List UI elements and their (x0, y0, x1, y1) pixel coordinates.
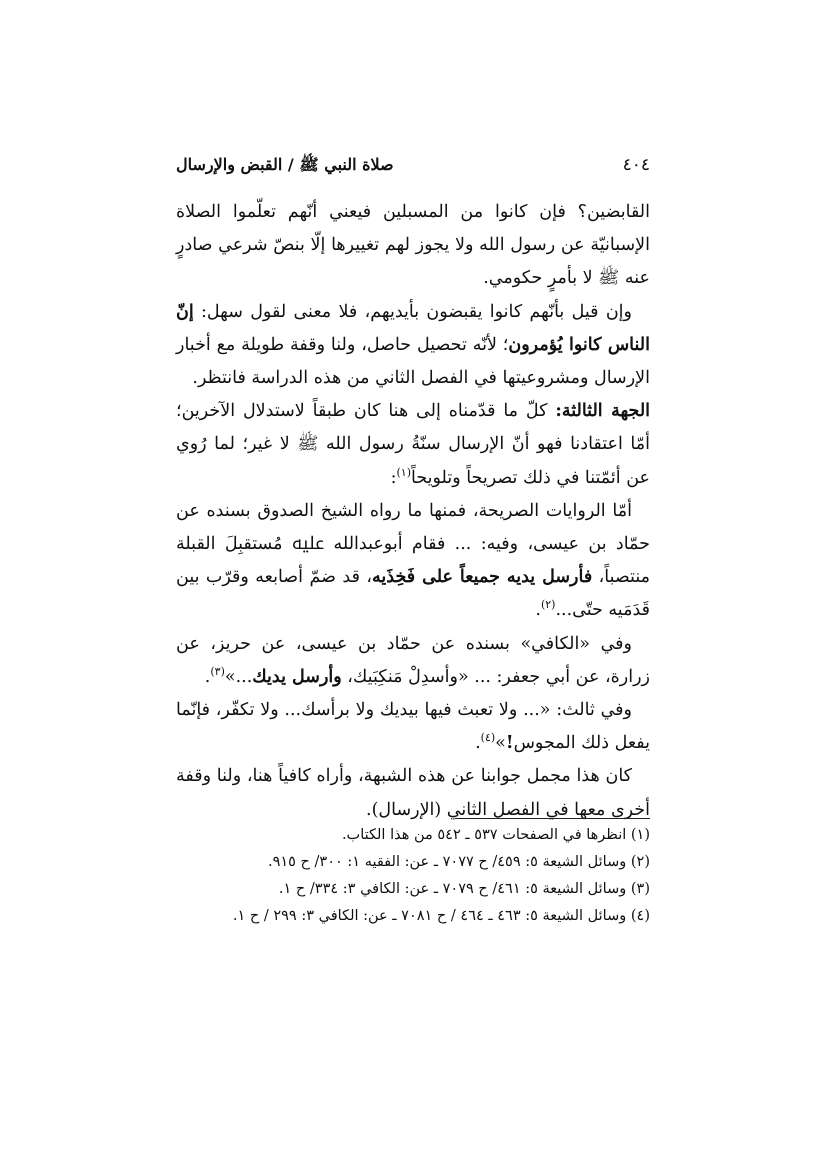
page-number: ٤٠٤ (622, 155, 650, 175)
footnote-4: (٤) وسائل الشيعة ٥: ٤٦٣ ـ ٤٦٤ / ح ٧٠٨١ ـ عن: الكافي ٣: ٢٩٩ / ح ١. (232, 908, 650, 924)
paragraph-3 (176, 395, 650, 495)
bold-quote: وأرسل يديك (252, 666, 342, 687)
paragraph-text: وفي ثالث: «... ولا تعبث فيها بيديك ولا برأسك... ولا تكفّر، فإنّما يفعل ذلك المجوس (176, 700, 650, 754)
paragraph-text: وفي «الكافي» بسنده عن حمّاد بن عيسى، عن حريز، عن زرارة، عن أبي جعفر: ... «وأسدِلْ مَنكِبَيك، (176, 633, 650, 687)
paragraph-text: كلّ ما قدّمناه إلى هنا كان طبقاً لاستدلال الآخرين؛ أمّا اعتقادنا فهو أنّ الإرسال سنّةُ رسول الله ﷺ لا غير؛ لما رُوي عن أئمّتنا في ذلك تصريحاً وتلويحاً (176, 401, 650, 488)
punctuation: : (390, 467, 397, 488)
footnote-ref[interactable]: (٤) (480, 731, 496, 745)
paragraph-text: وإن قيل بأنّهم كانوا يقبضون بأيديهم، فلا معنى لقول سهل: (193, 301, 632, 322)
punctuation: . (535, 600, 541, 621)
punctuation: . (475, 733, 481, 754)
paragraph-text: ، قد ضمّ أصابعه وقرّب بين قَدَمَيه حتّى... (176, 567, 650, 621)
paragraph-text: ...» (224, 666, 253, 687)
paragraph-4 (176, 495, 650, 628)
paragraph-text: ؛ لأنّه تحصيل حاصل، ولنا وقفة طويلة مع أخبار الإرسال ومشروعيتها في الفصل الثاني من هذه الدراسة فانتظر. (176, 334, 650, 389)
running-title: صلاة النبي ﷺ / القبض والإرسال (176, 155, 394, 174)
main-text (176, 196, 650, 827)
footnote-ref[interactable]: (٣) (210, 665, 225, 679)
paragraph-6 (176, 694, 650, 760)
footnote-2: (٢) وسائل الشيعة ٥: ٤٥٩/ ح ٧٠٧٧ ـ عن: الفقيه ١: ٣٠٠/ ح ٩١٥. (267, 854, 650, 870)
page-header (176, 155, 650, 181)
footnote-1: (١) انظرها في الصفحات ٥٣٧ ـ ٥٤٢ من هذا الكتاب. (341, 827, 650, 843)
paragraph-text: » (495, 733, 506, 754)
paragraph-7 (176, 760, 650, 826)
paragraph-text: أمّا الروايات الصريحة، فمنها ما رواه الشيخ الصدوق بسنده عن حمّاد بن عيسى، وفيه: ... فقام أبوعبدالله ﷷ مُستقبِلَ القبلة منتصباً، (176, 500, 650, 588)
paragraph-1 (176, 196, 650, 296)
bold-quote: ! (505, 733, 514, 754)
footnote-ref[interactable]: (١) (396, 465, 411, 479)
bold-quote: فأرسل يديه جميعاً على فَخِذَيه (372, 567, 593, 588)
paragraph-text: كان هذا مجمل جوابنا عن هذه الشبهة، وأراه كافياً هنا، ولنا وقفة أخرى معها في الفصل الثاني (الإرسال). (176, 766, 650, 820)
bold-quote: إنّ الناس كانوا يُؤمرون (176, 301, 650, 355)
section-heading: الجهة الثالثة: (555, 401, 651, 422)
footnotes (176, 822, 650, 930)
punctuation: . (204, 666, 211, 687)
paragraph-5 (176, 628, 650, 694)
footnote-3: (٣) وسائل الشيعة ٥: ٤٦١/ ح ٧٠٧٩ ـ عن: الكافي ٣: ٣٣٤/ ح ١. (278, 881, 650, 897)
paragraph-2 (176, 296, 650, 396)
footnote-ref[interactable]: (٢) (540, 598, 556, 612)
footnote-divider (455, 818, 650, 819)
paragraph-text: القابضين؟ فإن كانوا من المسبلين فيعني أنّهم تعلّموا الصلاة الإسبانيّة عن رسول الله ولا يجوز لهم تغييرها إلّا بنصّ شرعي صادرٍ عنه ﷺ لا بأمرٍ حكومي. (176, 202, 650, 289)
